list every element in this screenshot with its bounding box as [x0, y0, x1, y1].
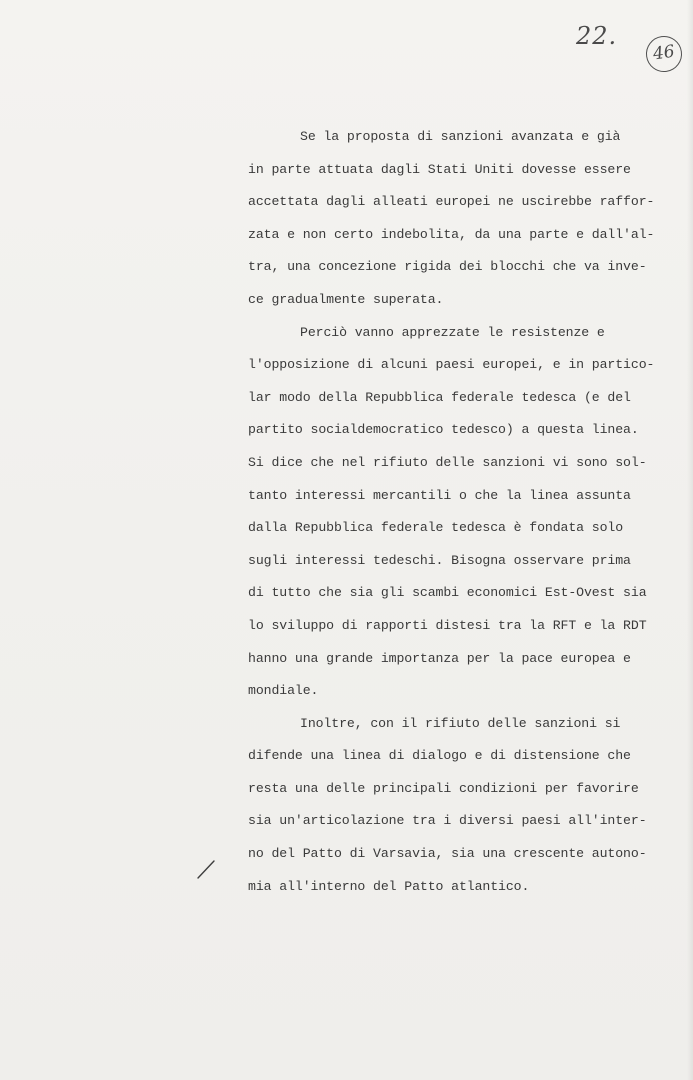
text-line: lar modo della Repubblica federale tedesca (e del	[248, 389, 631, 405]
text-line: Perciò vanno apprezzate le resistenze e	[300, 324, 605, 340]
text-line: l'opposizione di alcuni paesi europei, e in partico-	[248, 357, 655, 373]
folio-number: 46	[651, 41, 676, 65]
margin-pencil-mark	[196, 858, 216, 880]
text-line: in parte attuata dagli Stati Uniti dovesse essere	[248, 161, 631, 177]
text-line: Inoltre, con il rifiuto delle sanzioni si	[300, 715, 621, 731]
page-edge-shadow	[687, 0, 693, 1080]
text-line: difende una linea di dialogo e di distensione che	[248, 748, 631, 764]
text-line: Si dice che nel rifiuto delle sanzioni vi sono sol-	[248, 454, 647, 470]
text-line: di tutto che sia gli scambi economici Est-Ovest sia	[248, 585, 647, 601]
text-line: dalla Repubblica federale tedesca è fondata solo	[248, 520, 624, 536]
body-text	[248, 121, 655, 903]
text-line: mondiale.	[248, 683, 319, 699]
text-line: zata e non certo indebolita, da una parte e dall'al-	[248, 226, 655, 242]
text-line: mia all'interno del Patto atlantico.	[248, 878, 530, 894]
text-line: sugli interessi tedeschi. Bisogna osservare prima	[248, 552, 631, 568]
text-line: ce gradualmente superata.	[248, 291, 444, 307]
text-line: no del Patto di Varsavia, sia una crescente autono-	[248, 846, 647, 862]
text-line: partito socialdemocratico tedesco) a questa linea.	[248, 422, 639, 438]
text-line: tra, una concezione rigida dei blocchi che va inve-	[248, 259, 647, 275]
page-number: 22.	[576, 22, 618, 50]
text-line: tanto interessi mercantili o che la linea assunta	[248, 487, 631, 503]
text-line: lo sviluppo di rapporti distesi tra la RFT e la RDT	[248, 617, 647, 633]
text-line: resta una delle principali condizioni per favorire	[248, 780, 639, 796]
folio-stamp	[644, 34, 685, 75]
text-line: hanno una grande importanza per la pace europea e	[248, 650, 631, 666]
text-line: Se la proposta di sanzioni avanzata e già	[300, 129, 621, 144]
text-line: sia un'articolazione tra i diversi paesi all'inter-	[248, 813, 647, 829]
text-line: accettata dagli alleati europei ne uscirebbe raffor-	[248, 194, 655, 210]
